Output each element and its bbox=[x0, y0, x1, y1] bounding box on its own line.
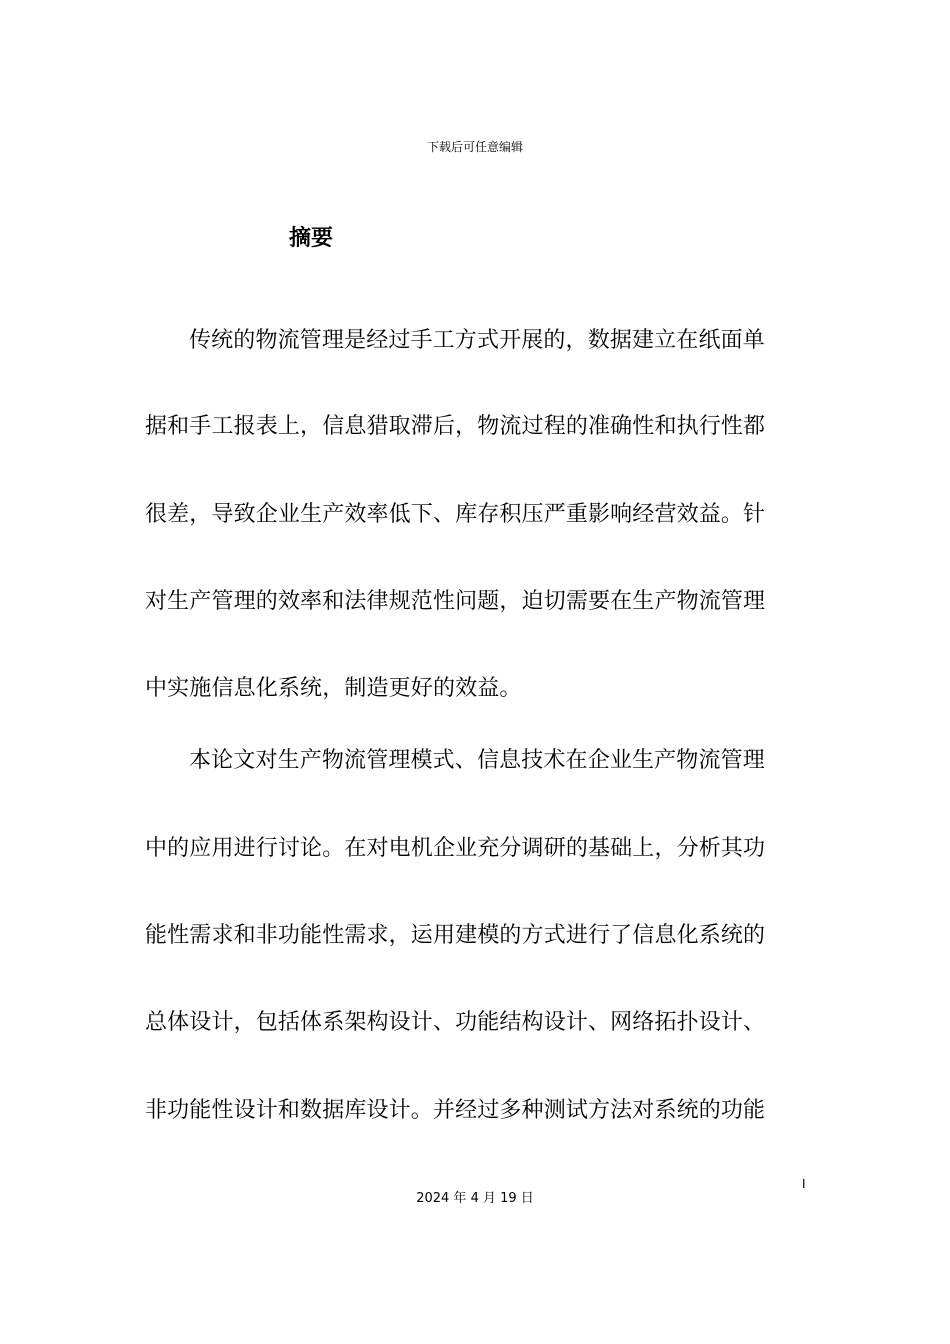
header-note: 下载后可任意编辑 bbox=[426, 140, 523, 154]
paragraph-1-line-5: 中实施信息化系统，制造更好的效益。 bbox=[145, 676, 522, 701]
paragraph-2-line-2: 中的应用进行讨论。在对电机企业充分调研的基础上，分析其功 bbox=[145, 836, 766, 861]
paragraph-2-line-5: 非功能性设计和数据库设计。并经过多种测试方法对系统的功能 bbox=[145, 1098, 766, 1123]
paragraph-1-line-3: 很差，导致企业生产效率低下、库存积压严重影响经营效益。针 bbox=[145, 502, 766, 527]
abstract-title: 摘要 bbox=[289, 226, 334, 251]
paragraph-2-line-1: 本论文对生产物流管理模式、信息技术在企业生产物流管理 bbox=[189, 748, 765, 773]
footer-date: 2024 年 4 月 19 日 bbox=[416, 1191, 534, 1206]
paragraph-1-line-1: 传统的物流管理是经过手工方式开展的，数据建立在纸面单 bbox=[189, 328, 765, 353]
page-number: I bbox=[802, 1177, 806, 1191]
paragraph-1-line-4: 对生产管理的效率和法律规范性问题，迫切需要在生产物流管理 bbox=[145, 589, 766, 614]
paragraph-2-line-3: 能性需求和非功能性需求，运用建模的方式进行了信息化系统的 bbox=[145, 923, 766, 948]
paragraph-1-line-2: 据和手工报表上，信息猎取滞后，物流过程的准确性和执行性都 bbox=[145, 414, 766, 439]
paragraph-2-line-4: 总体设计，包括体系架构设计、功能结构设计、网络拓扑设计、 bbox=[145, 1010, 766, 1035]
